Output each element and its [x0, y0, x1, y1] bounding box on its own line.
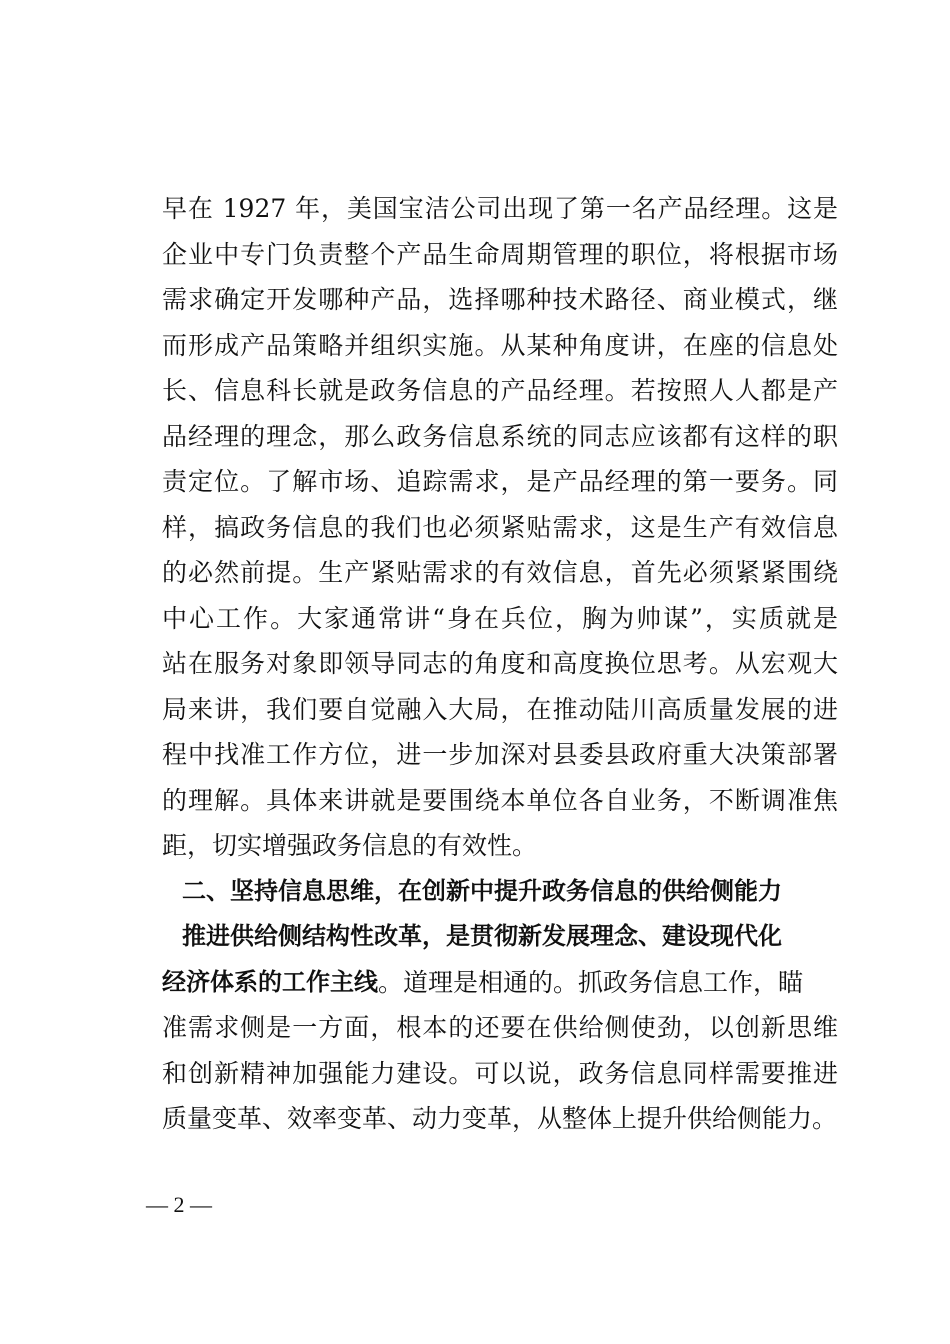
paragraph-1-line: 的理解。具体来讲就是要围绕本单位各自业务，不断调准焦: [162, 785, 838, 815]
paragraph-2-bold-lead: 推进供给侧结构性改革，是贯彻新发展理念、建设现代化: [182, 922, 782, 950]
paragraph-1-line: 而形成产品策略并组织实施。从某种角度讲，在座的信息处: [162, 330, 838, 360]
paragraph-1-line: 中心工作。大家通常讲“身在兵位，胸为帅谋”，实质就是: [162, 603, 838, 633]
paragraph-1-line: 样，搞政务信息的我们也必须紧贴需求，这是生产有效信息: [162, 512, 838, 542]
paragraph-1-line: 品经理的理念，那么政务信息系统的同志应该都有这样的职: [162, 421, 838, 451]
paragraph-2-bold-lead-end: 经济体系的工作主线: [162, 967, 378, 996]
paragraph-1-line: 早在 1927 年，美国宝洁公司出现了第一名产品经理。这是: [162, 194, 838, 223]
paragraph-1-line: 需求确定开发哪种产品，选择哪种技术路径、商业模式，继: [162, 285, 838, 314]
paragraph-2-mixed-line: [162, 960, 838, 1006]
paragraph-1-line: 企业中专门负责整个产品生命周期管理的职位，将根据市场: [162, 239, 838, 269]
paragraph-1-line: 长、信息科长就是政务信息的产品经理。若按照人人都是产: [162, 376, 838, 405]
paragraph-1-line: 站在服务对象即领导同志的角度和高度换位思考。从宏观大: [162, 649, 838, 678]
body-text: [162, 186, 838, 1142]
paragraph-2-line: 和创新精神加强能力建设。可以说，政务信息同样需要推进: [162, 1058, 838, 1088]
paragraph-2-line-rest: 。道理是相通的。抓政务信息工作，瞄: [378, 967, 804, 997]
paragraph-1-line: 距，切实增强政务信息的有效性。: [162, 831, 538, 860]
paragraph-1-line: 责定位。了解市场、追踪需求，是产品经理的第一要务。同: [162, 467, 838, 496]
section-heading: 二、坚持信息思维，在创新中提升政务信息的供给侧能力: [182, 876, 782, 905]
paragraph-2-line: 准需求侧是一方面，根本的还要在供给侧使劲，以创新思维: [162, 1013, 838, 1042]
paragraph-2-line: 质量变革、效率变革、动力变革，从整体上提升供给侧能力。: [162, 1104, 838, 1133]
page-number: — 2 —: [146, 1192, 212, 1217]
paragraph-1-line: 程中找准工作方位，进一步加深对县委县政府重大决策部署: [162, 740, 838, 769]
paragraph-1-line: 的必然前提。生产紧贴需求的有效信息，首先必须紧紧围绕: [162, 558, 838, 587]
paragraph-1-line: 局来讲，我们要自觉融入大局，在推动陆川高质量发展的进: [162, 694, 838, 724]
